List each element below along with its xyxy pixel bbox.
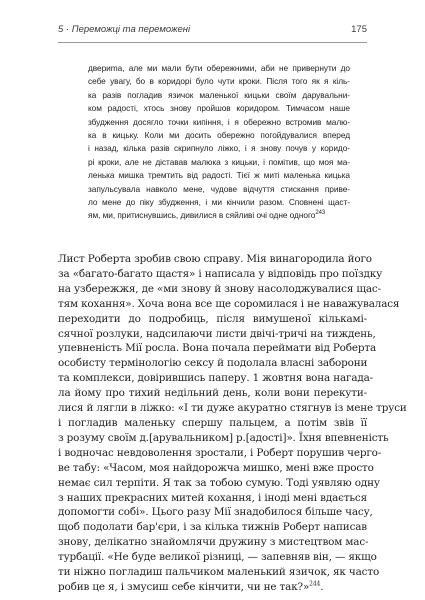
body-line-text: знову, делікатно знайомлячи дружину з мистецтвом мас- xyxy=(58,536,369,549)
chapter-title: 5 · Переможці та переможені xyxy=(58,24,191,35)
header-rule xyxy=(58,42,367,43)
body-line-text: і водночас невдоволення зростали, і Роберт порушив черго- xyxy=(58,446,382,459)
body-line-text: робив це я, і змусиш себе кінчити, чи не так?» xyxy=(58,580,310,593)
body-line xyxy=(58,267,383,282)
body-line xyxy=(58,535,367,550)
body-line-text: Лист Роберта зробив свою справу. Мія винагородила його xyxy=(58,253,372,265)
body-line-text: упевненість Мії росла. Вона почала переймати від Роберта xyxy=(58,342,377,355)
body-line xyxy=(58,431,389,446)
quote-line-text: двериma, але ми мали бути обережними, аби не привернути до xyxy=(88,63,350,73)
body-line xyxy=(58,341,377,356)
body-line xyxy=(58,252,372,267)
quote-line xyxy=(88,169,350,182)
quote-line xyxy=(88,75,350,88)
body-line xyxy=(58,461,374,476)
body-line-text: переходити до подробиць, після вимушеної кількамі- xyxy=(58,312,367,325)
body-line xyxy=(58,282,381,297)
quote-line-text: ленька мишка тремтить від радості. Тієї ж миті маленька кицька xyxy=(88,170,350,181)
body-line xyxy=(58,312,367,327)
quote-line-text: і назад, кілька разів скрипнуло ліжко, і я знову почув у коридо- xyxy=(88,143,350,154)
body-line xyxy=(58,297,400,312)
footnote-ref-243: 243 xyxy=(315,210,326,217)
quote-line-text: збудження досягло точки кипіння, і я обережно встромив малю- xyxy=(88,116,350,127)
body-line xyxy=(58,520,367,535)
body-line-text: турбації. «Не буде великої різниці, — запевняв він, — якщо xyxy=(58,551,377,564)
running-head xyxy=(58,24,367,40)
quote-line-text: рі кроки, але не діставав малюка з кицьки, і помітив, що моя ма- xyxy=(88,156,350,167)
body-line-text: допомогти собі». Цього разу Мії знадобилося більше часу, xyxy=(58,506,373,519)
body-line xyxy=(58,476,380,491)
body-line xyxy=(58,327,376,342)
body-line xyxy=(58,491,367,506)
quote-line xyxy=(88,102,350,115)
body-line-text: щоб подолати бар'єри, і за кілька тижнів Роберт написав xyxy=(58,521,367,534)
page-number: 175 xyxy=(351,24,367,35)
body-line xyxy=(58,371,374,386)
body-line-text: з розуму своїм д.[арувальником] р.[адості]». Їхня впевненість xyxy=(58,431,389,444)
quote-line xyxy=(88,62,350,75)
quote-line xyxy=(88,183,350,196)
body-line xyxy=(58,505,373,520)
body-line xyxy=(58,386,367,401)
body-line-text: ти ніжно погладиш пальчиком маленький язичок, як часто xyxy=(58,566,380,579)
quote-line-text: ка в кицьку. Коли ми досить обережно погойдувалися вперед xyxy=(88,130,350,141)
block-quote xyxy=(88,62,350,223)
body-line-text: за «багато-багато щастя» і написала у відповідь про поїздку xyxy=(58,267,383,280)
body-line xyxy=(58,446,382,461)
body-line: робив це я, і змусиш себе кінчити, чи не так?»$^{244}$. xyxy=(58,580,324,593)
body-line-text: особисту термінологію сексу й подолала власні заборони xyxy=(58,357,368,370)
quote-line-text: ло мене до піку збудження, і ми кінчили разом. Сповнені щаст- xyxy=(88,197,350,208)
body-line-text: і погладив маленьку спершу пальцем, а потім звів її xyxy=(58,416,367,429)
quote-line xyxy=(88,142,350,155)
body-line-text: немає сил терпіти. Я так за тобою сумую. Тоді уявляю одну xyxy=(58,476,380,489)
body-line-text: сячної розлуки, надсилаючи листи двічі-тричі на тиждень, xyxy=(58,327,376,340)
body-line-text: з наших прекрасних митей кохання, і іноді мені вдається xyxy=(58,491,367,504)
quote-line xyxy=(88,89,350,102)
quote-line xyxy=(88,209,350,222)
body-text xyxy=(58,252,407,595)
body-line-text: тям кохання». Хоча вона все ще соромилася і не наважувалася xyxy=(58,297,400,310)
body-line-text: ве табу: «Часом, моя найдорожча мишко, мені вже просто xyxy=(58,461,374,474)
body-line xyxy=(58,401,407,416)
quote-line-text: ком радості, хтось знову пройшов коридором. Тимчасом наше xyxy=(88,103,350,114)
body-line-text: ла йому про тихий недільний день, коли вони перекути- xyxy=(58,387,367,400)
quote-line xyxy=(88,116,350,129)
quote-line xyxy=(88,129,350,142)
body-line-text: та комплекси, довірившись паперу. 1 жовтня вона нагада- xyxy=(58,372,374,385)
quote-line-text: запульсувала навколо мене, чудове відчуття стискання приве- xyxy=(88,183,350,194)
body-line-text: на узбережжя, де «ми знову й знову насолоджувалися щас- xyxy=(58,282,381,295)
body-line xyxy=(58,416,367,431)
quote-line-text: себе увагу, бо в коридорі було чути кроки. Після того як я кіль- xyxy=(88,76,350,87)
footnote-ref-244: 244 xyxy=(309,580,321,588)
body-line xyxy=(58,565,380,580)
quote-line xyxy=(88,196,350,209)
body-line xyxy=(58,550,377,565)
body-line xyxy=(58,356,367,371)
quote-line-text: ка разів погладив язичок маленької кицьки своїм дарувальни- xyxy=(88,89,350,100)
quote-line-text: ям, ми, притиснувшись, дивилися в сяйливі очі одне одного xyxy=(88,210,316,221)
quote-line xyxy=(88,156,350,169)
body-line-text: лися й лягли в ліжко: «І ти дуже акуратно стягнув із мене труси xyxy=(58,402,407,415)
